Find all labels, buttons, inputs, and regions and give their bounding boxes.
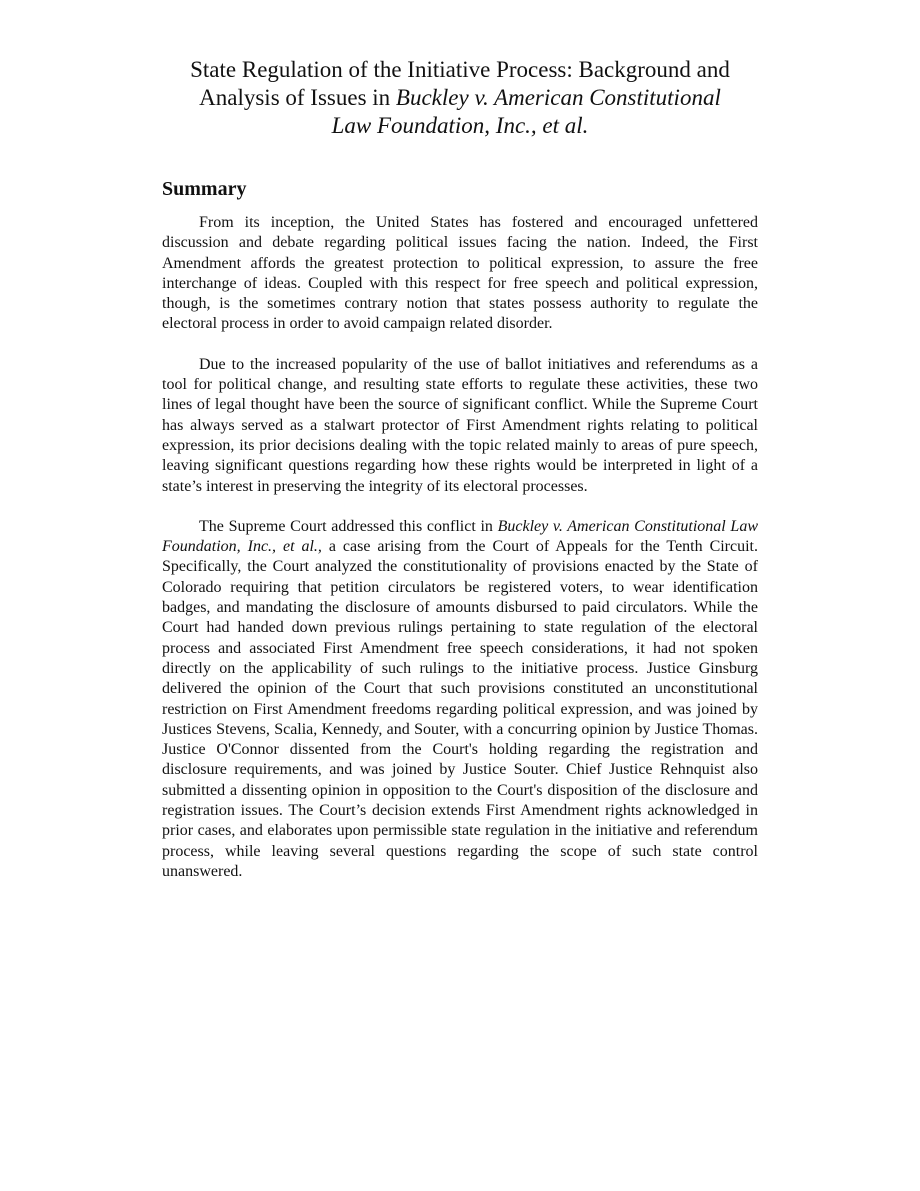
title-line-2-plain: Analysis of Issues in: [199, 85, 396, 110]
paragraph-3-body: a case arising from the Court of Appeals for the Tenth Circuit. Specifically, the Court analyzed the constitutionality of provisions enacted by the State of Colorado requiring that petition circulators be registered voters, to wear identification badges, and mandating the disclosure of amounts disbursed to paid circulators. While the Court had handed down previous rulings pertaining to state regulation of the electoral process and associated First Amendment free speech considerations, it had not spoken directly on the applicability of such rulings to the initiative process. Justice Ginsburg delivered the opinion of the Court that such provisions constituted an unconstitutional restriction on First Amendment freedoms regarding political expression, and was joined by Justices Stevens, Scalia, Kennedy, and Souter, with a concurring opinion by Justice Thomas. Justice O'Connor dissented from the Court's holding regarding the registration and disclosure requirements, and was joined by Justice Souter. Chief Justice Rehnquist also submitted a dissenting opinion in opposition to the Court's disposition of the disclosure and registration issues. The Court’s decision extends First Amendment rights acknowledged in prior cases, and elaborates upon permissible state regulation in the initiative and referendum process, while leaving several questions regarding the scope of such state control unanswered.: [162, 538, 759, 880]
section-heading-summary: Summary: [162, 178, 247, 200]
summary-paragraph-2: Due to the increased popularity of the use of ballot initiatives and referendums as a tool for political change, and resulting state efforts to regulate these activities, these two lines of legal thought have been the source of significant conflict. While the Supreme Court has always served as a stalwart protector of First Amendment rights relating to political expression, its prior decisions dealing with the topic related mainly to areas of pure speech, leaving significant questions regarding how these rights would be interpreted in light of a state’s interest in preserving the integrity of its electoral processes.: [162, 355, 758, 495]
document-title: [162, 56, 758, 140]
summary-paragraph-3: [162, 517, 758, 882]
title-line-1: State Regulation of the Initiative Process: Background and: [190, 57, 730, 82]
case-citation: Buckley v. American Constitutional Law Foundation, Inc., et al.,: [162, 517, 758, 556]
title-line-3-italic: Law Foundation, Inc., et al.: [331, 113, 589, 138]
document-page: [162, 56, 758, 882]
title-line-2-italic: Buckley v. American Constitutional: [395, 85, 721, 110]
summary-paragraph-1: From its inception, the United States has fostered and encouraged unfettered discussion and debate regarding political issues facing the nation. Indeed, the First Amendment affords the greatest protection to political expression, to assure the free interchange of ideas. Coupled with this respect for free speech and political expression, though, is the sometimes contrary notion that states possess authority to regulate the electoral process in order to avoid campaign related disorder.: [162, 214, 758, 333]
paragraph-3-intro: The Supreme Court addressed this conflict in: [199, 517, 498, 535]
